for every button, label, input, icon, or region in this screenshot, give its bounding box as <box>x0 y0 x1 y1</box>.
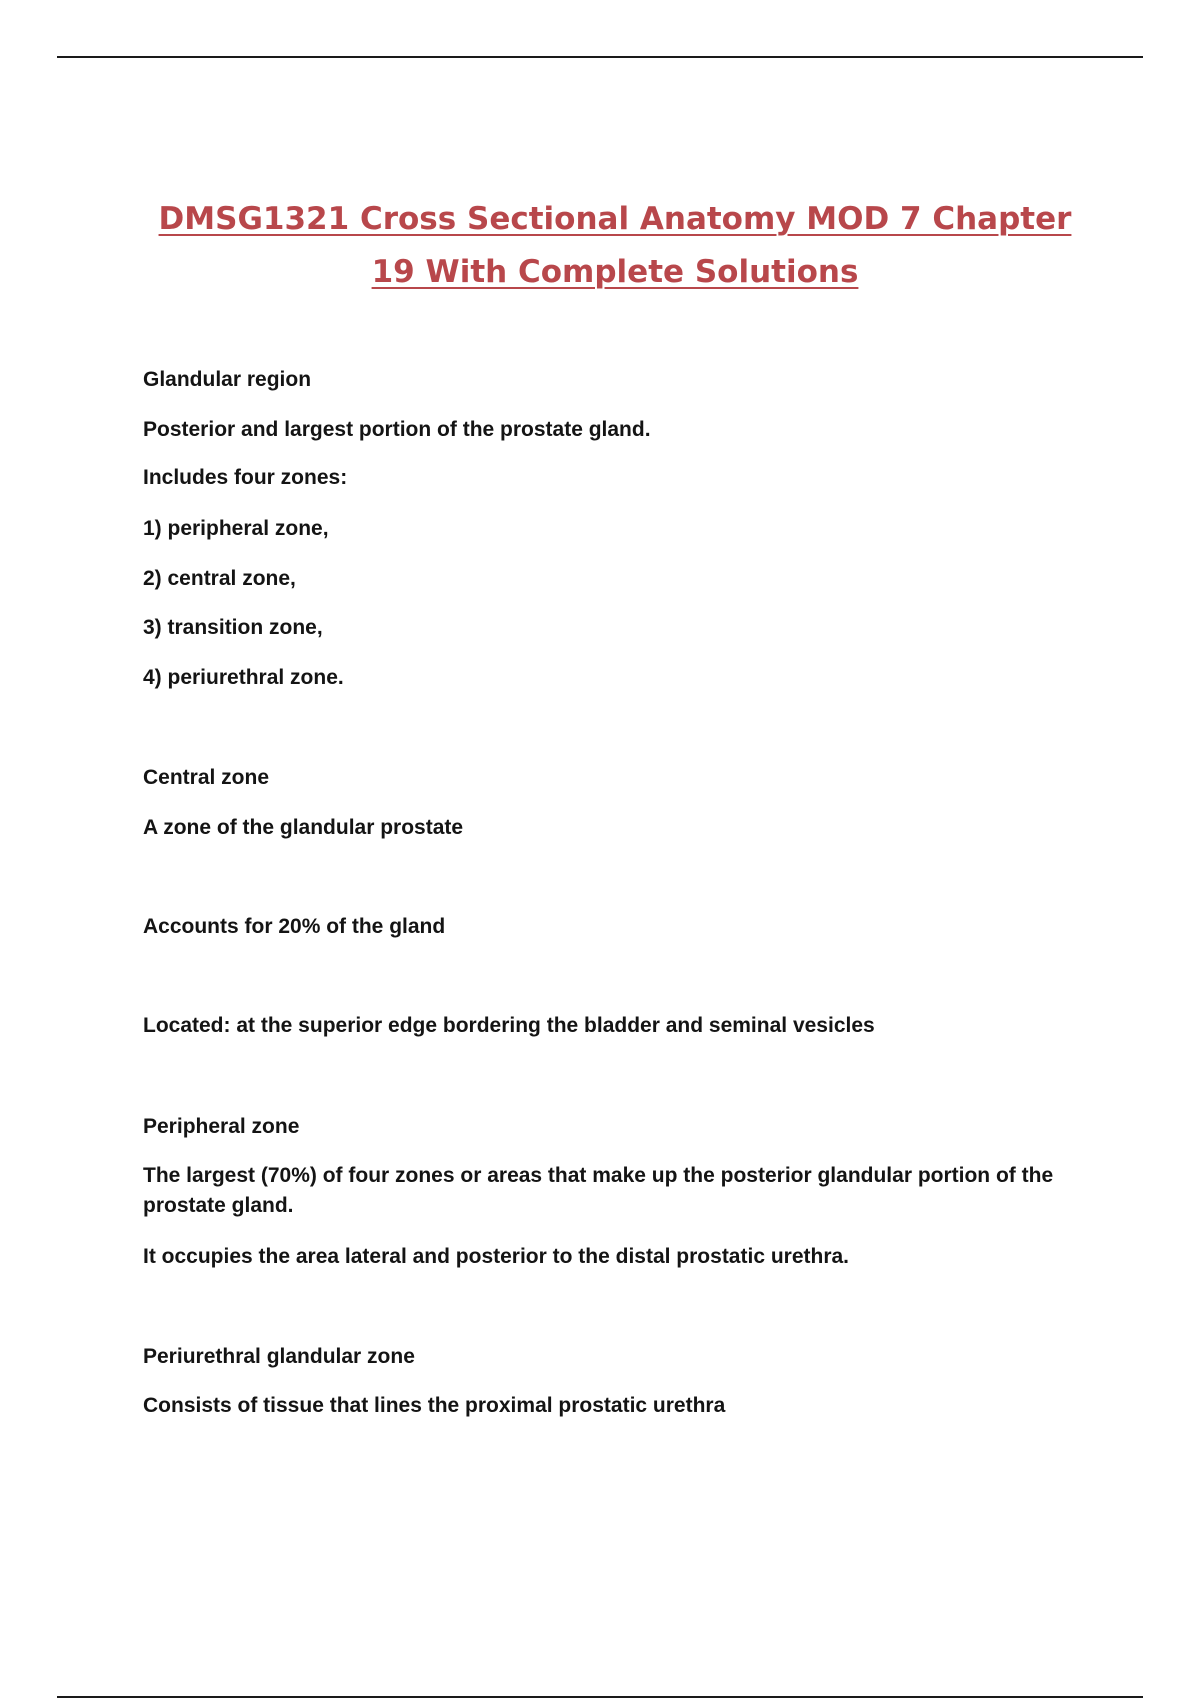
term-glandular-region: Glandular region <box>143 368 312 391</box>
document-title: DMSG1321 Cross Sectional Anatomy MOD 7 Chapter 19 With Complete Solutions <box>158 201 1072 290</box>
bottom-rule <box>57 1696 1143 1698</box>
zone-list-item: 4) periurethral zone. <box>143 666 344 689</box>
definition-line: The largest (70%) of four zones or areas that make up the posterior glandular portion of the prostate gland. <box>143 1164 1054 1217</box>
definition-line: Posterior and largest portion of the prostate gland. <box>143 418 651 441</box>
definition-line: Includes four zones: <box>143 466 348 489</box>
term-peripheral-zone: Peripheral zone <box>143 1115 300 1138</box>
top-rule <box>57 56 1143 58</box>
definition-line: It occupies the area lateral and posterior to the distal prostatic urethra. <box>143 1245 850 1268</box>
term-central-zone: Central zone <box>143 766 270 789</box>
definition-line: A zone of the glandular prostate <box>143 816 464 839</box>
term-periurethral-glandular-zone: Periurethral glandular zone <box>143 1345 415 1368</box>
zone-list-item: 3) transition zone, <box>143 616 323 639</box>
definition-line: Consists of tissue that lines the proximal prostatic urethra <box>143 1394 726 1417</box>
zone-list-item: 1) peripheral zone, <box>143 517 329 540</box>
definition-line: Accounts for 20% of the gland <box>143 915 446 938</box>
zone-list-item: 2) central zone, <box>143 567 296 590</box>
definition-line: Located: at the superior edge bordering the bladder and seminal vesicles <box>143 1014 875 1037</box>
